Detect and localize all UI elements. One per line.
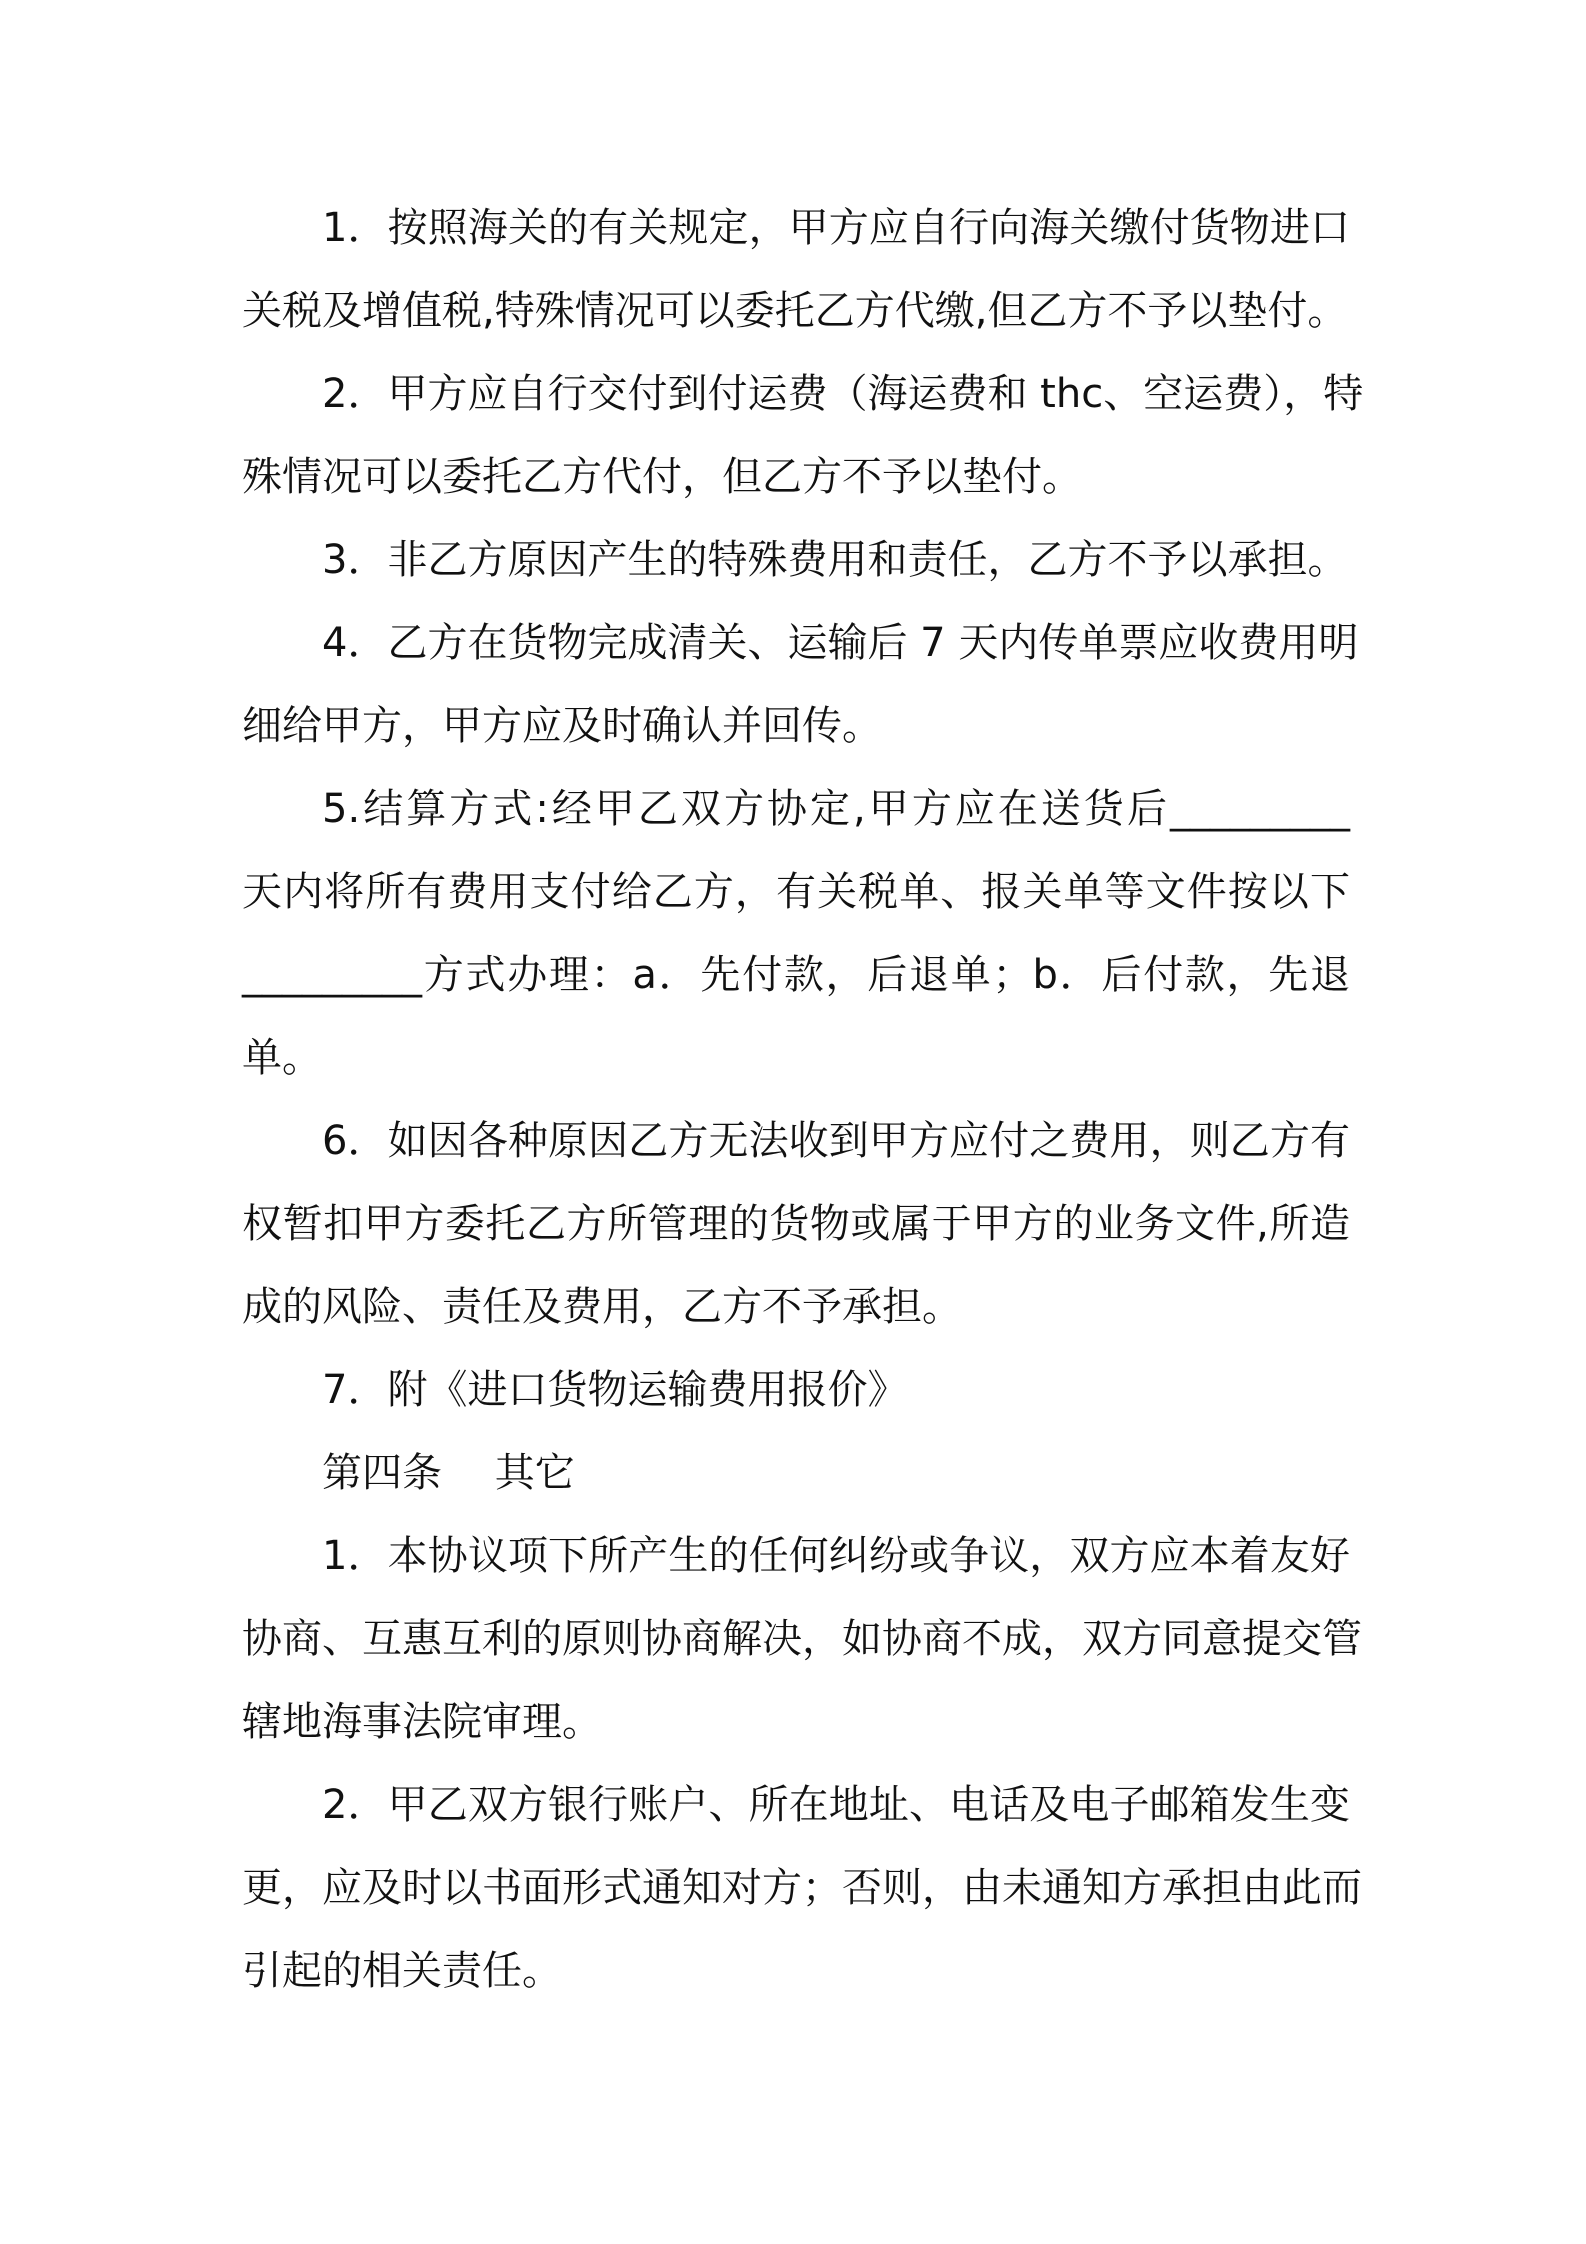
clause-3-item-6 (242, 1100, 1350, 1349)
text-line: 细给甲方，甲方应及时确认并回传。 (242, 703, 882, 749)
text-line: 协商、互惠互利的原则协商解决，如协商不成，双方同意提交管 (242, 1616, 1362, 1662)
clause-3-item-4 (242, 602, 1359, 768)
text-line: 关税及增值税,特殊情况可以委托乙方代缴,但乙方不予以垫付。 (242, 288, 1348, 334)
text-line: 5.结算方式:经甲乙双方协定,甲方应在送货后_________ (322, 786, 1350, 832)
text-line: _________方式办理：a．先付款，后退单；b．后付款，先退 (242, 952, 1350, 998)
text-line: 3．非乙方原因产生的特殊费用和责任，乙方不予以承担。 (322, 537, 1348, 583)
text-line: 引起的相关责任。 (242, 1948, 562, 1994)
section-heading: 第四条 其它 (322, 1450, 575, 1496)
text-line: 4．乙方在货物完成清关、运输后 7 天内传单票应收费用明 (322, 620, 1359, 666)
text-line: 6．如因各种原因乙方无法收到甲方应付之费用，则乙方有 (322, 1118, 1350, 1164)
clause-3-item-3 (242, 519, 1350, 602)
text-line: 权暂扣甲方委托乙方所管理的货物或属于甲方的业务文件,所造 (242, 1201, 1350, 1247)
text-line: 2．甲方应自行交付到付运费（海运费和 thc、空运费），特 (322, 371, 1364, 417)
text-line: 更，应及时以书面形式通知对方；否则，由未通知方承担由此而 (242, 1865, 1362, 1911)
section-heading-article-4 (242, 1432, 1350, 1515)
document-body (242, 187, 1364, 2013)
text-line: 单。 (242, 1035, 322, 1081)
clause-4-item-2 (242, 1764, 1362, 2013)
clause-4-item-1 (242, 1515, 1362, 1764)
clause-3-item-2 (242, 353, 1364, 519)
text-line: 1．本协议项下所产生的任何纠纷或争议，双方应本着友好 (322, 1533, 1350, 1579)
clause-3-item-1 (242, 187, 1350, 353)
clause-3-item-5 (242, 768, 1350, 1100)
text-line: 2．甲乙双方银行账户、所在地址、电话及电子邮箱发生变 (322, 1782, 1350, 1828)
text-line: 7．附《进口货物运输费用报价》 (322, 1367, 908, 1413)
text-line: 成的风险、责任及费用，乙方不予承担。 (242, 1284, 962, 1330)
text-line: 1．按照海关的有关规定，甲方应自行向海关缴付货物进口 (322, 205, 1350, 251)
clause-3-item-7 (242, 1349, 1350, 1432)
text-line: 辖地海事法院审理。 (242, 1699, 602, 1745)
text-line: 殊情况可以委托乙方代付，但乙方不予以垫付。 (242, 454, 1082, 500)
text-line: 天内将所有费用支付给乙方，有关税单、报关单等文件按以下 (242, 869, 1350, 915)
